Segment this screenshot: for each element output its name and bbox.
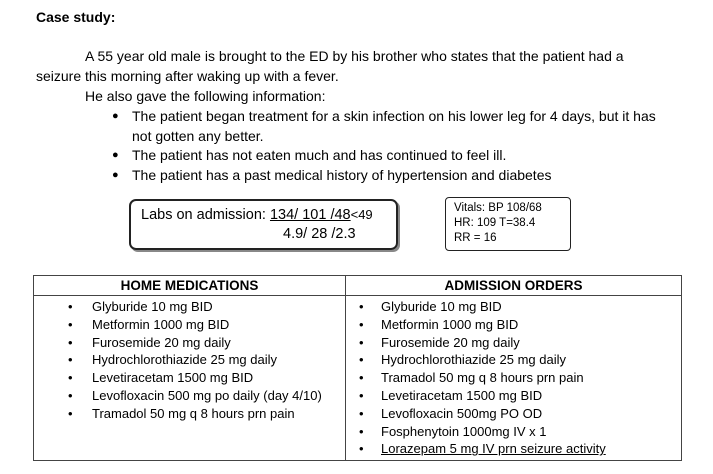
home-medication-item: • Levofloxacin 500 mg po daily (day 4/10) — [34, 387, 345, 405]
vitals-rr: RR = 16 — [454, 232, 497, 244]
patient-info-item: ● The patient began treatment for a skin infection on his lower leg for 4 days, but it has not gotten any better. — [112, 107, 672, 146]
admission-order-item: • Hydrochlorothiazide 25 mg daily — [346, 351, 681, 369]
home-medications-cell — [34, 296, 346, 461]
home-medications-list — [34, 296, 345, 425]
admission-order-item: • Tramadol 50 mg q 8 hours prn pain — [346, 369, 681, 387]
labs-glucose: <49 — [350, 207, 373, 222]
intro-line-1: A 55 year old male is brought to the ED by his brother who states that the patient had a — [85, 48, 624, 64]
home-medication-item: • Metformin 1000 mg BID — [34, 316, 345, 334]
home-medication-item: • Levetiracetam 1500 mg BID — [34, 369, 345, 387]
intro-paragraph — [36, 47, 706, 86]
admission-order-item: • Glyburide 10 mg BID — [346, 298, 681, 316]
home-medication-item: • Hydrochlorothiazide 25 mg daily — [34, 351, 345, 369]
labs-line-2: 4.9/ 28 /2.3 — [283, 226, 356, 242]
home-medication-item: • Tramadol 50 mg q 8 hours prn pain — [34, 405, 345, 423]
patient-info-list — [112, 107, 672, 185]
home-medication-item: • Furosemide 20 mg daily — [34, 334, 345, 352]
vitals-bp: Vitals: BP 108/68 — [454, 202, 542, 214]
admission-order-item: • Furosemide 20 mg daily — [346, 334, 681, 352]
admission-order-item: • Levetiracetam 1500 mg BID — [346, 387, 681, 405]
info-line: He also gave the following information: — [85, 88, 326, 104]
intro-line-2: seizure this morning after waking up with a fever. — [36, 67, 339, 84]
labs-label: Labs on admission: — [141, 207, 266, 223]
admission-order-item: • Fosphenytoin 1000mg IV x 1 — [346, 423, 681, 441]
labs-chem-values: 134/ 101 /48 — [269, 207, 351, 223]
admission-order-item: • Levofloxacin 500mg PO OD — [346, 405, 681, 423]
admission-order-item: • Lorazepam 5 mg IV prn seizure activity — [346, 440, 681, 458]
patient-info-item: ● The patient has a past medical history of hypertension and diabetes — [112, 166, 672, 186]
admission-orders-header: ADMISSION ORDERS — [346, 276, 682, 296]
labs-box — [129, 199, 398, 250]
vitals-hr-temp: HR: 109 T=38.4 — [454, 217, 536, 229]
labs-line-1 — [141, 207, 373, 223]
home-medication-item: • Glyburide 10 mg BID — [34, 298, 345, 316]
admission-orders-list — [346, 296, 681, 460]
admission-order-item: • Metformin 1000 mg BID — [346, 316, 681, 334]
medications-table — [33, 275, 682, 461]
admission-orders-cell — [346, 296, 682, 461]
home-medications-header: HOME MEDICATIONS — [34, 276, 346, 296]
vitals-box — [445, 197, 571, 251]
case-study-heading: Case study: — [36, 9, 116, 25]
patient-info-item: ● The patient has not eaten much and has continued to feel ill. — [112, 146, 672, 166]
